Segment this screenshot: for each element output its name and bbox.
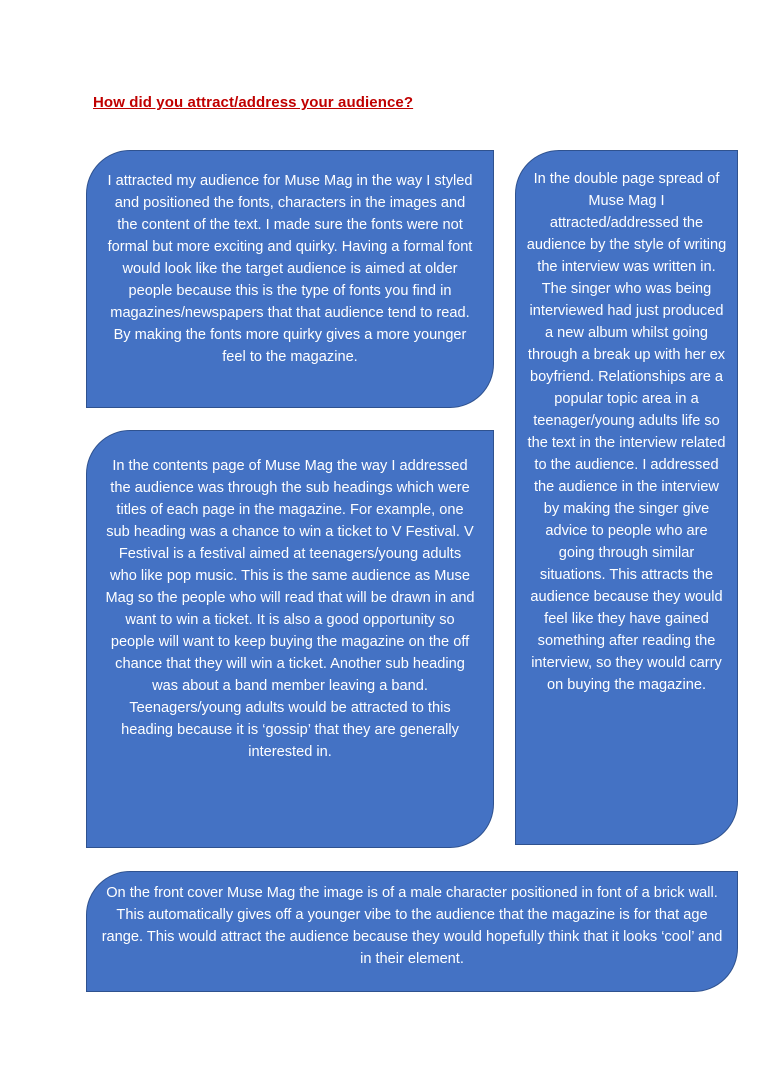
contents-textbox xyxy=(86,430,494,848)
double-page-textbox xyxy=(515,150,738,845)
front-cover-text: On the front cover Muse Mag the image is of a male character positioned in font of a brick wall. This automatically gives off a younger vibe to the audience that the magazine is for that age range. This would attract the audience because they would hopefully think that it looks ‘cool’ and in their element. xyxy=(101,885,723,967)
double-page-text: In the double page spread of Muse Mag I attracted/addressed the audience by the style of writing the interview was written in. The singer who was being interviewed had just produced a new album whilst going through a break up with her ex boyfriend. Relationships are a popular topic area in a teenager/young adults life so the text in the interview related to the audience. I addressed the audience in the interview by making the singer give advice to people who are going through similar situations. This attracts the audience because they would feel like they have gained something after reading the interview, so they would carry on buying the magazine. xyxy=(526,171,727,693)
contents-text: In the contents page of Muse Mag the way I addressed the audience was through the sub headings which were titles of each page in the magazine. For example, one sub heading was a chance to win a ticket to V Festival. V Festival is a festival aimed at teenagers/young adults who like pop music. This is the same audience as Muse Mag so the people who will read that will be drawn in and want to win a ticket. It is also a good opportunity so people will want to keep buying the magazine on the off chance that they will win a ticket. Another sub heading was about a band member leaving a band. Teenagers/young adults would be attracted to this heading because it is ‘gossip’ that they are generally interested in. xyxy=(105,458,475,760)
fonts-textbox xyxy=(86,150,494,408)
front-cover-textbox xyxy=(86,871,738,992)
page-title: How did you attract/address your audience? xyxy=(93,94,414,111)
fonts-text: I attracted my audience for Muse Mag in the way I styled and positioned the fonts, characters in the images and the content of the text. I made sure the fonts were not formal but more exciting and quirky. Having a formal font would look like the target audience is aimed at older people because this is the type of fonts you find in magazines/newspapers that that audience tend to read. By making the fonts more quirky gives a more younger feel to the magazine. xyxy=(107,173,473,365)
